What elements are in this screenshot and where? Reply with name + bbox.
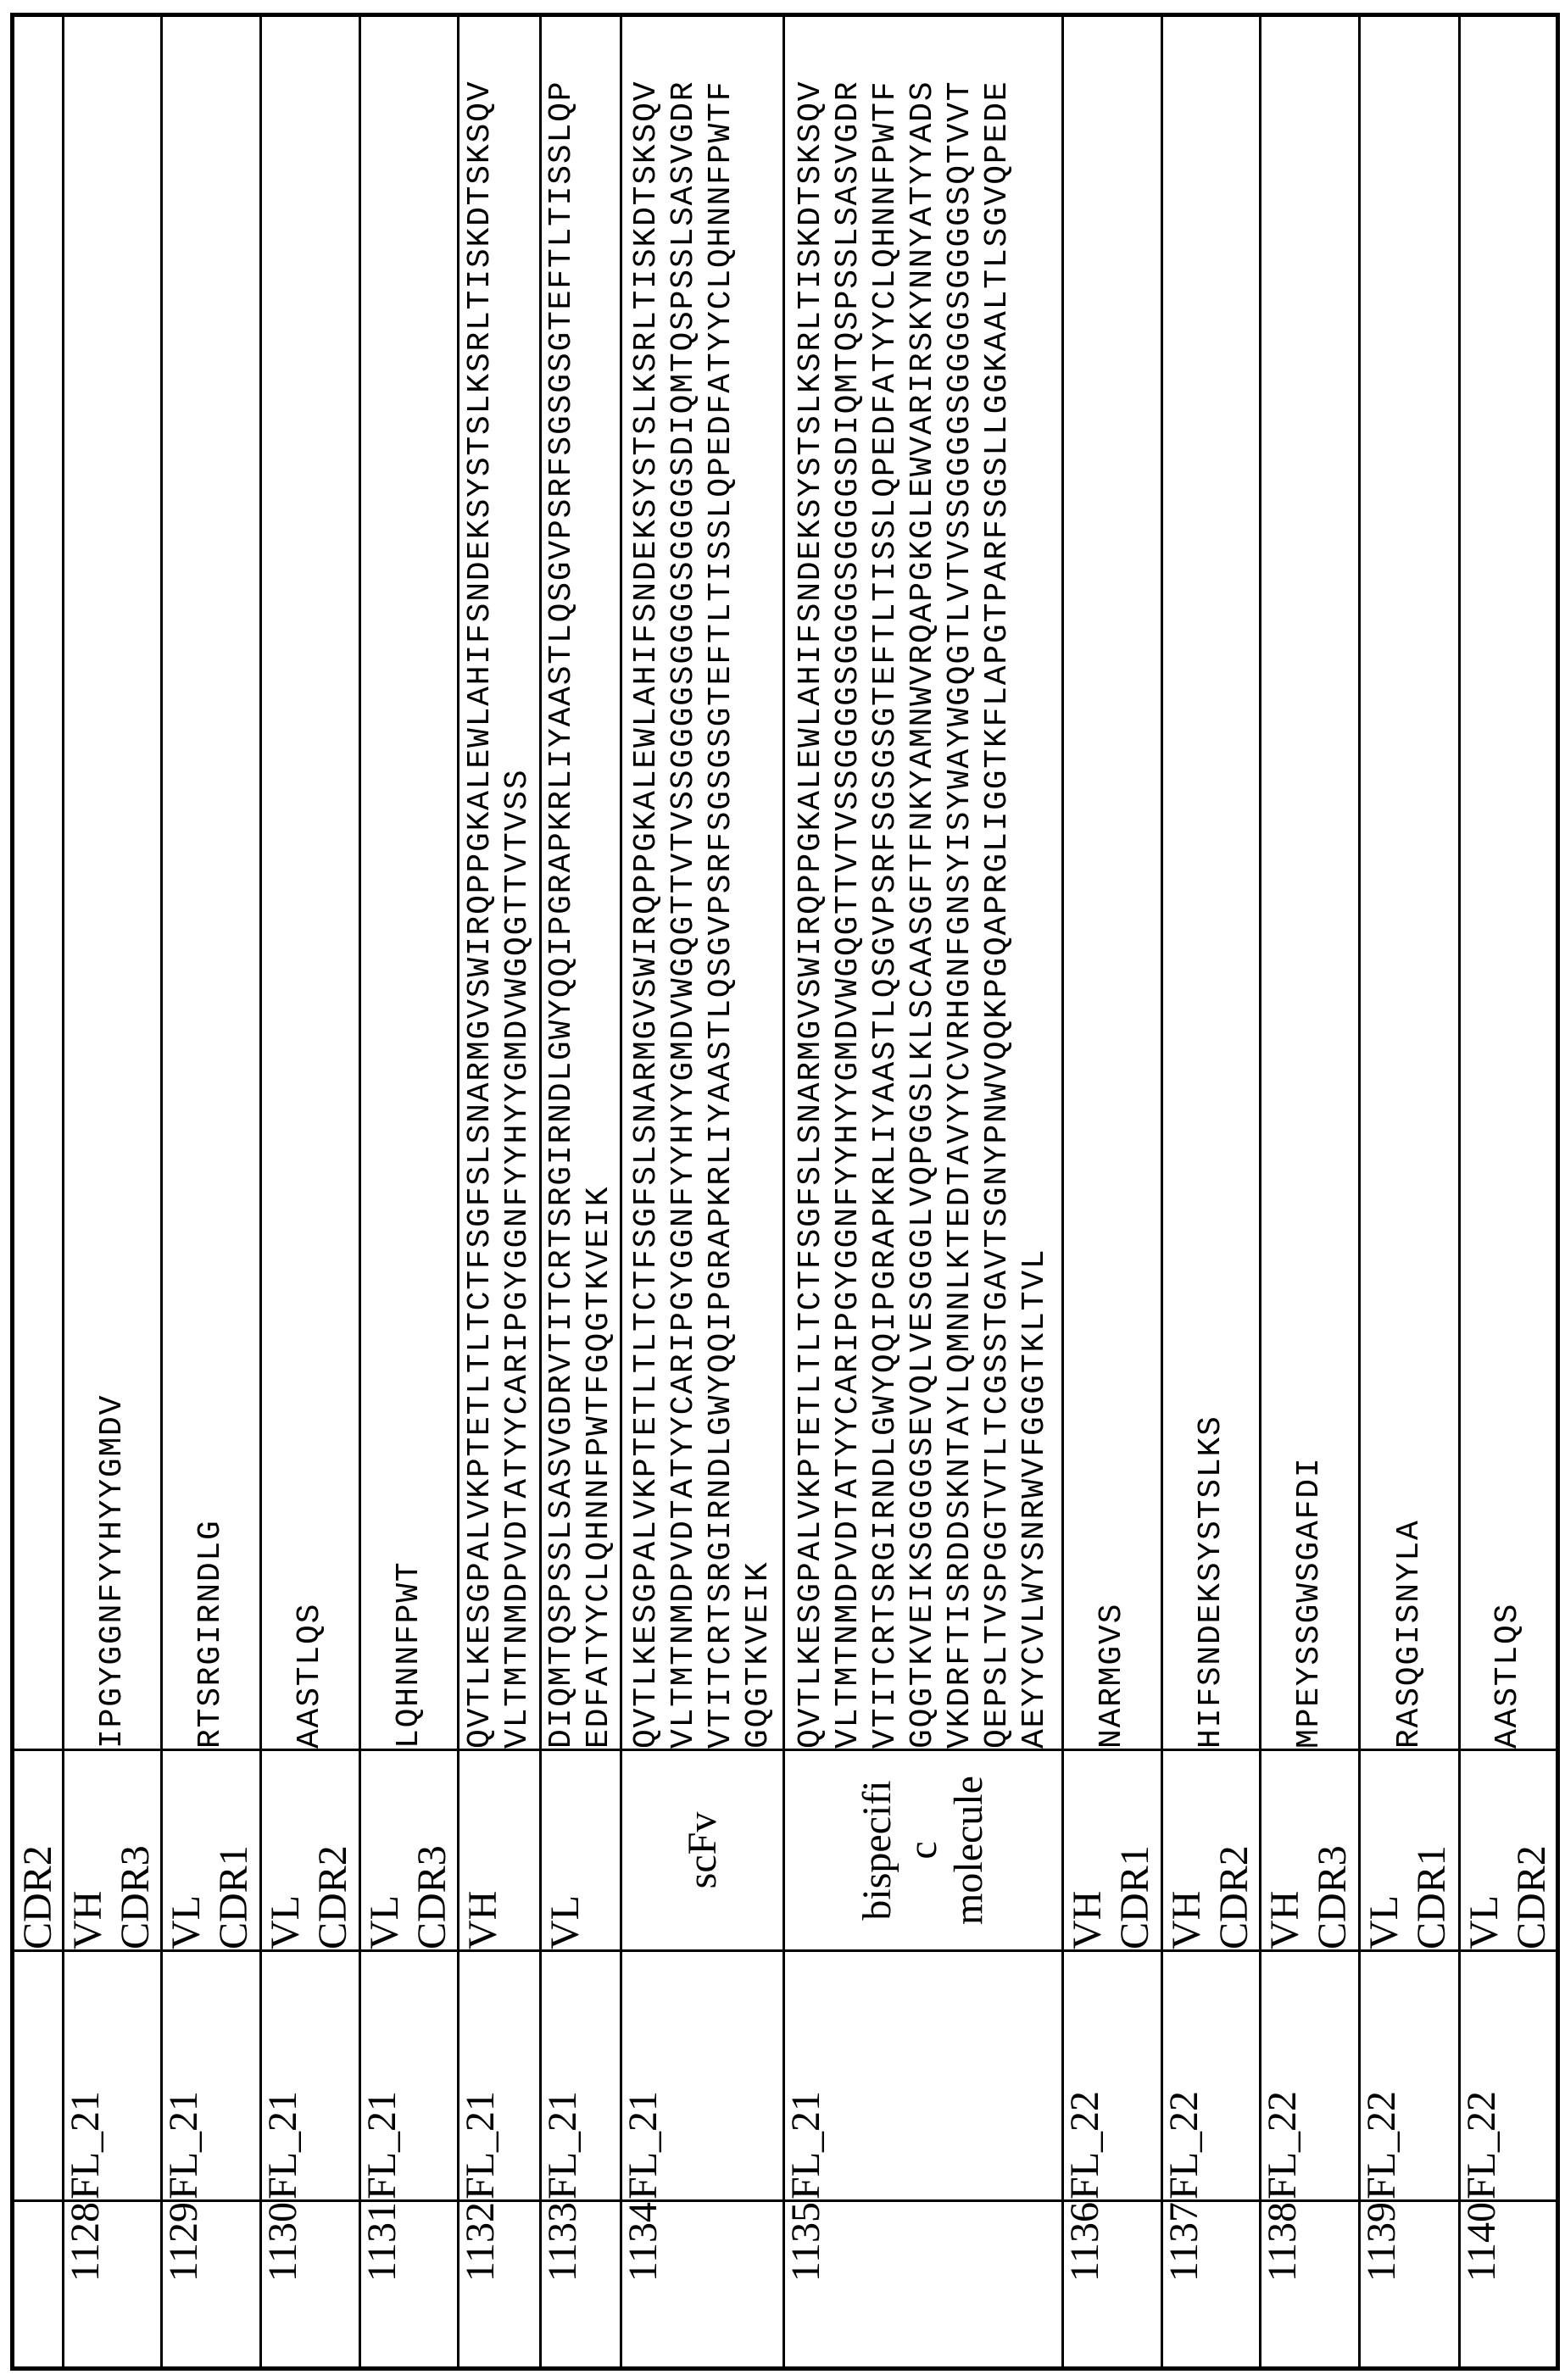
region-type-label: VH bbox=[64, 1751, 112, 1949]
region-type-label: CDR2 bbox=[309, 1751, 357, 1949]
sequence-line: VTITCRTSRGIRNDLGWYQQIPGRAPKRLIYAASTLQSGVPSRFSGSGSGTEFTLTISSLQPEDFATYYCLQHNNFPWTF bbox=[703, 17, 740, 1749]
sequence-line: MPEYSSGWSGAFDI bbox=[1291, 17, 1328, 1749]
sequence-cell bbox=[64, 15, 162, 1750]
region-type-label: molecule bbox=[946, 1751, 992, 1949]
region-type-cell bbox=[13, 1750, 64, 1951]
region-type-label: c bbox=[900, 1751, 946, 1949]
region-type-cell bbox=[162, 1750, 261, 1951]
seq-id-cell: 1131 bbox=[360, 2201, 459, 2369]
table-row bbox=[13, 15, 64, 2369]
seq-id-cell: 1138 bbox=[1261, 2201, 1360, 2369]
table-row bbox=[261, 15, 360, 2369]
sequence-cell bbox=[1162, 15, 1261, 1750]
sequence-line: VLTMTNMDPVDTATYYCARIPGYGGNFYYHYYGMDVWGQGTTVTVSSGGGGSGGGGSGGGGSDIQMTQSPSSLSASVGDR bbox=[830, 17, 867, 1749]
table-row bbox=[541, 15, 621, 2369]
table-row bbox=[621, 15, 784, 2369]
region-type-label: CDR3 bbox=[409, 1751, 456, 1949]
region-type-label: VH bbox=[1064, 1751, 1111, 1949]
seq-id-cell: 1128 bbox=[64, 2201, 162, 2369]
sequence-line: DIQMTQSPSSLSASVGDRVTITCRTSRGIRNDLGWYQQIPGRAPKRLIYAASTLQSGVPSRFSGSGSGTEFTLTISSLQP bbox=[543, 17, 581, 1749]
region-type-label: VL bbox=[163, 1751, 210, 1949]
region-type-cell bbox=[64, 1750, 162, 1951]
region-type-cell bbox=[1360, 1750, 1460, 1951]
region-type-cell bbox=[1460, 1750, 1558, 1951]
sequence-line: NARMGVS bbox=[1094, 17, 1131, 1749]
seq-id-cell: 1135 bbox=[784, 2201, 1063, 2369]
sequence-cell bbox=[784, 15, 1063, 1750]
sequence-line: AASTLQS bbox=[292, 17, 329, 1749]
region-type-label: VL bbox=[262, 1751, 309, 1949]
clone-id-cell: FL_22 bbox=[1360, 1951, 1460, 2201]
seq-id-cell: 1130 bbox=[261, 2201, 360, 2369]
seq-id-cell: 1139 bbox=[1360, 2201, 1460, 2369]
sequence-cell bbox=[162, 15, 261, 1750]
sequence-line: AASTLQS bbox=[1490, 17, 1527, 1749]
clone-id-cell: FL_22 bbox=[1162, 1951, 1261, 2201]
sequence-line: QVTLKESGPALVKPTETLTLTCTFSGFSLSNARMGVSWIRQPPGKALEWLAHIFSNDEKSYSTSLKSRLTISKDTSKSQV bbox=[628, 17, 666, 1749]
clone-id-cell: FL_21 bbox=[459, 1951, 541, 2201]
region-type-label: VH bbox=[1261, 1751, 1309, 1949]
seq-id-cell: 1134 bbox=[621, 2201, 784, 2369]
sequence-line: QVTLKESGPALVKPTETLTLTCTFSGFSLSNARMGVSWIRQPPGKALEWLAHIFSNDEKSYSTSLKSRLTISKDTSKSQV bbox=[462, 17, 499, 1749]
region-type-label: VL bbox=[1361, 1751, 1408, 1949]
clone-id-cell: FL_22 bbox=[1261, 1951, 1360, 2201]
clone-id-cell: FL_21 bbox=[162, 1951, 261, 2201]
clone-id-cell: FL_21 bbox=[621, 1951, 784, 2201]
clone-id-cell: FL_21 bbox=[64, 1951, 162, 2201]
sequence-cell bbox=[459, 15, 541, 1750]
sequence-line: LQHNNFPWT bbox=[391, 17, 428, 1749]
region-type-cell bbox=[1261, 1750, 1360, 1951]
sequence-line: HIFSNDEKSYSTSLKS bbox=[1193, 17, 1230, 1749]
region-type-label: VL bbox=[361, 1751, 409, 1949]
region-type-label: CDR2 bbox=[1508, 1751, 1556, 1949]
sequence-cell bbox=[1460, 15, 1558, 1750]
seq-id-cell: 1133 bbox=[541, 2201, 621, 2369]
seq-id-cell: 1132 bbox=[459, 2201, 541, 2369]
region-type-label: CDR1 bbox=[1408, 1751, 1456, 1949]
table-row bbox=[1261, 15, 1360, 2369]
region-type-label: scFv bbox=[680, 1751, 726, 1949]
region-type-cell bbox=[784, 1750, 1063, 1951]
region-type-cell bbox=[1063, 1750, 1162, 1951]
sequence-cell bbox=[360, 15, 459, 1750]
sequence-table-body bbox=[13, 15, 1558, 2369]
sequence-line: RTSRGIRNDLG bbox=[192, 17, 230, 1749]
sequence-line: VKDRFTISRDDSKNTAYLQMNNLKTEDTAVYYCVRHGNFGNSYISYWAYWGQGTLVTVSSGGGGSGGGGSGGGGSQTVVT bbox=[942, 17, 979, 1749]
region-type-label: VH bbox=[459, 1751, 507, 1949]
region-type-label: CDR1 bbox=[210, 1751, 258, 1949]
seq-id-cell: 1137 bbox=[1162, 2201, 1261, 2369]
table-row bbox=[360, 15, 459, 2369]
clone-id-cell: FL_22 bbox=[1063, 1951, 1162, 2201]
sequence-line: GQGTKVEIKSGGGGSEVQLVESGGGLVQPGGSLKLSCAASGFTFNKYAMNWVRQAPGKGLEWVARIRSKYNNYATYYADS bbox=[905, 17, 942, 1749]
region-type-label: bispecifi bbox=[855, 1751, 900, 1949]
region-type-label: CDR2 bbox=[1211, 1751, 1258, 1949]
clone-id-cell: FL_21 bbox=[784, 1951, 1063, 2201]
region-type-cell bbox=[261, 1750, 360, 1951]
clone-id-cell: FL_21 bbox=[360, 1951, 459, 2201]
region-type-cell bbox=[541, 1750, 621, 1951]
sequence-line: VTITCRTSRGIRNDLGWYQQIPGRAPKRLIYAASTLQSGVPSRFSGSGSGTEFTLTISSLQPEDFATYYCLQHNNFPWTF bbox=[867, 17, 905, 1749]
sequence-line: RASQGISNYLA bbox=[1391, 17, 1429, 1749]
sequence-cell bbox=[261, 15, 360, 1750]
seq-id-cell: 1136 bbox=[1063, 2201, 1162, 2369]
sequence-cell bbox=[621, 15, 784, 1750]
table-row bbox=[162, 15, 261, 2369]
sequence-line: GQGTKVEIK bbox=[740, 17, 777, 1749]
seq-id-cell: 1140 bbox=[1460, 2201, 1558, 2369]
rotated-page bbox=[0, 0, 1565, 2380]
sequence-cell bbox=[541, 15, 621, 1750]
region-type-cell bbox=[621, 1750, 784, 1951]
sequence-cell bbox=[1063, 15, 1162, 1750]
sequence-line: VLTMTNMDPVDTATYYCARIPGYGGNFYYHYYGMDVWGQGTTVTVSS bbox=[499, 17, 537, 1749]
region-type-cell bbox=[459, 1750, 541, 1951]
seq-id-cell bbox=[13, 2201, 64, 2369]
region-type-label: CDR2 bbox=[14, 1751, 62, 1949]
clone-id-cell: FL_22 bbox=[1460, 1951, 1558, 2201]
region-type-label: VL bbox=[1461, 1751, 1508, 1949]
region-type-label: VL bbox=[542, 1751, 589, 1949]
region-type-label: VH bbox=[1163, 1751, 1211, 1949]
region-type-label: CDR1 bbox=[1111, 1751, 1159, 1949]
sequence-line: QEPSLTVSPGGTVTLTCGSSTGAVTSGNYPNWVQQKPGQAPRGLIGGTKFLAPGTPARFSGSLLGGKAALTLSGVQPEDE bbox=[979, 17, 1016, 1749]
table-row bbox=[459, 15, 541, 2369]
clone-id-cell: FL_21 bbox=[541, 1951, 621, 2201]
sequence-cell bbox=[13, 15, 64, 1750]
sequence-table bbox=[10, 13, 1560, 2371]
region-type-cell bbox=[360, 1750, 459, 1951]
table-row bbox=[1360, 15, 1460, 2369]
clone-id-cell bbox=[13, 1951, 64, 2201]
region-type-cell bbox=[1162, 1750, 1261, 1951]
table-row bbox=[784, 15, 1063, 2369]
seq-id-cell: 1129 bbox=[162, 2201, 261, 2369]
clone-id-cell: FL_21 bbox=[261, 1951, 360, 2201]
table-row bbox=[1460, 15, 1558, 2369]
sequence-line: IPGYGGNFYYHYYGMDV bbox=[94, 17, 131, 1749]
sequence-line: QVTLKESGPALVKPTETLTLTCTFSGFSLSNARMGVSWIRQPPGKALEWLAHIFSNDEKSYSTSLKSRLTISKDTSKSQV bbox=[793, 17, 830, 1749]
region-type-label: CDR3 bbox=[112, 1751, 159, 1949]
region-type-label: CDR3 bbox=[1309, 1751, 1356, 1949]
table-row bbox=[1162, 15, 1261, 2369]
sequence-cell bbox=[1261, 15, 1360, 1750]
table-row bbox=[1063, 15, 1162, 2369]
sequence-cell bbox=[1360, 15, 1460, 1750]
sequence-line: VLTMTNMDPVDTATYYCARIPGYGGNFYYHYYGMDVWGQGTTVTVSSGGGGSGGGGSGGGGSDIQMTQSPSSLSASVGDR bbox=[666, 17, 703, 1749]
sequence-line: AEYYCVLWYSNRWVFGGGTKLTVL bbox=[1016, 17, 1054, 1749]
table-row bbox=[64, 15, 162, 2369]
sequence-line: EDFATYYCLQHNNFPWTFGQGTKVEIK bbox=[581, 17, 618, 1749]
